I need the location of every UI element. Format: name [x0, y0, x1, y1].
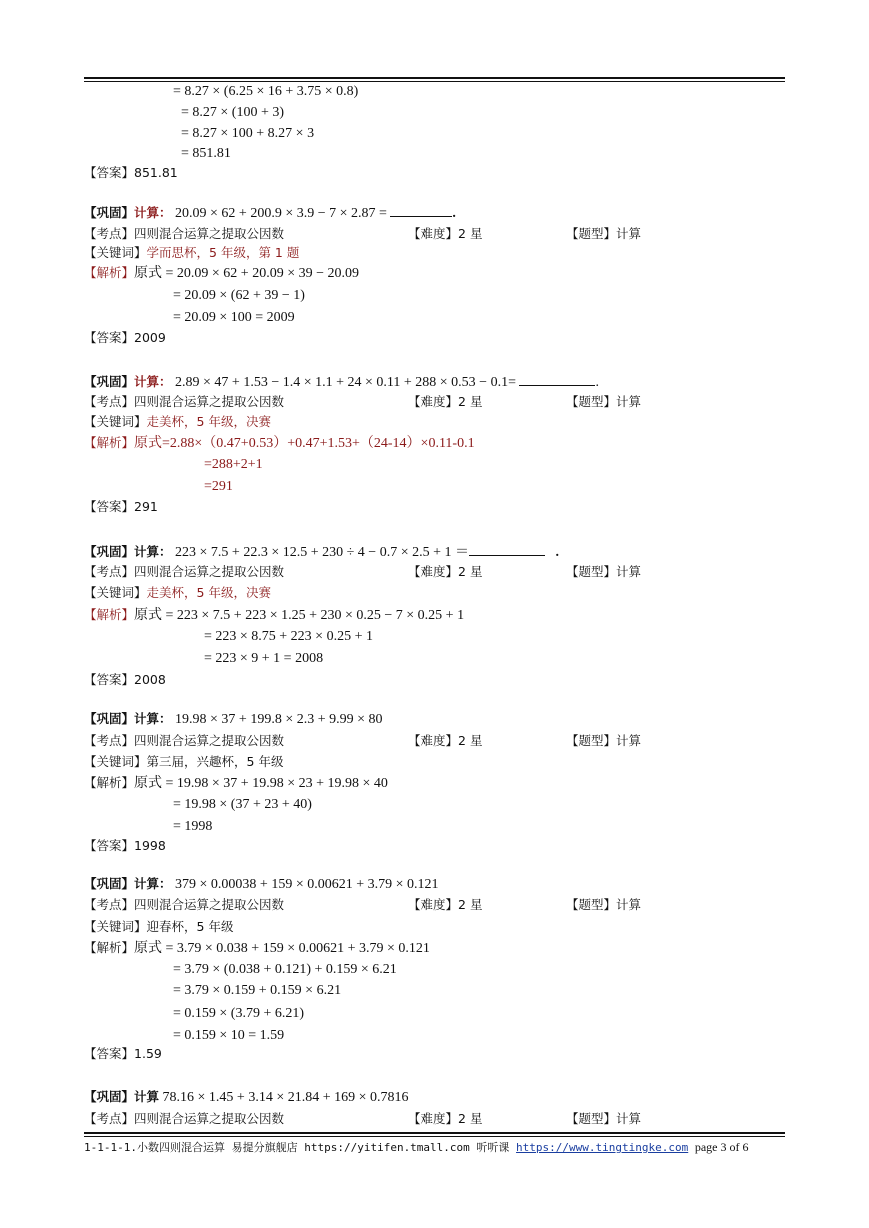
expression: 223 × 7.5 + 22.3 × 12.5 + 230 ÷ 4 − 0.7 × 2.5 + 1 ＝	[175, 545, 469, 560]
footer-rule	[84, 1132, 785, 1134]
value: 1.59	[134, 1046, 162, 1061]
expression: 2.89 × 47 + 1.53 − 1.4 × 1.1 + 24 × 0.11 + 288 × 0.53 − 0.1=	[175, 375, 516, 390]
label: 【考点】	[84, 897, 135, 912]
gonggu-label: 【巩固】	[84, 876, 135, 891]
solution-line: = 1998	[173, 819, 213, 834]
period: .	[452, 206, 456, 221]
solution-line: = 8.27 × (6.25 × 16 + 3.75 × 0.8)	[173, 84, 359, 99]
header-rule-thin	[84, 81, 785, 82]
meta-keywords	[84, 753, 283, 771]
value: 学而思杯，5 年级，第 1 题	[146, 245, 300, 260]
gonggu-label: 【巩固】	[84, 1089, 135, 1104]
meta-tixing	[566, 1110, 641, 1128]
label: 【关键词】	[84, 919, 147, 934]
meta-kaodian	[84, 225, 284, 243]
value: 2 星	[458, 1111, 483, 1126]
problem-6	[84, 1088, 409, 1107]
value: 2 星	[458, 394, 483, 409]
solution-line: = 223 × 8.75 + 223 × 0.25 + 1	[204, 629, 373, 644]
value: 291	[134, 499, 158, 514]
expression: 379 × 0.00038 + 159 × 0.00621 + 3.79 × 0.121	[175, 877, 439, 892]
solution-line: = 19.98 × (37 + 23 + 40)	[173, 797, 312, 812]
prompt: 计算：	[134, 711, 172, 726]
label: 【题型】	[566, 1111, 617, 1126]
solution-line: 原式 = 3.79 × 0.038 + 159 × 0.00621 + 3.79 × 0.121	[134, 941, 430, 956]
label: 【难度】	[408, 394, 459, 409]
expression: 19.98 × 37 + 199.8 × 2.3 + 9.99 × 80	[175, 712, 383, 727]
label: 【答案】	[84, 330, 135, 345]
meta-keywords	[84, 918, 233, 936]
value: 计算	[616, 394, 642, 409]
label: 【解析】	[84, 607, 135, 622]
value: 计算	[616, 564, 642, 579]
value: 四则混合运算之提取公因数	[134, 733, 285, 748]
solution-line: = 8.27 × (100 + 3)	[181, 105, 285, 120]
solution-line: = 3.79 × (0.038 + 0.121) + 0.159 × 6.21	[173, 962, 397, 977]
value: 迎春杯，5 年级	[146, 919, 234, 934]
header-rule	[84, 77, 785, 79]
label: 【解析】	[84, 940, 135, 955]
answer-blank	[519, 372, 595, 386]
label: 【关键词】	[84, 754, 147, 769]
value: 四则混合运算之提取公因数	[134, 1111, 285, 1126]
prompt: 计算：	[134, 374, 172, 389]
solution-line: = 851.81	[181, 146, 231, 161]
problem-2	[84, 372, 599, 392]
value: 1998	[134, 838, 166, 853]
meta-tixing	[566, 732, 641, 750]
label: 【难度】	[408, 1111, 459, 1126]
solution-line: = 3.79 × 0.159 + 0.159 × 6.21	[173, 983, 342, 998]
label: 【答案】	[84, 499, 135, 514]
solution	[84, 939, 430, 958]
meta-kaodian	[84, 563, 284, 581]
meta-nandu	[408, 1110, 482, 1128]
label: 【解析】	[84, 775, 135, 790]
gonggu-label: 【巩固】	[84, 374, 135, 389]
solution-line: = 8.27 × 100 + 8.27 × 3	[181, 126, 315, 141]
solution	[84, 774, 388, 793]
label: 【题型】	[566, 564, 617, 579]
solution-line: = 0.159 × (3.79 + 6.21)	[173, 1006, 305, 1021]
label: 【考点】	[84, 1111, 135, 1126]
meta-nandu	[408, 393, 482, 411]
answer-line	[84, 498, 158, 516]
meta-tixing	[566, 896, 641, 914]
solution-line: 原式 = 20.09 × 62 + 20.09 × 39 − 20.09	[134, 266, 359, 281]
meta-keywords	[84, 584, 271, 602]
label: 【题型】	[566, 897, 617, 912]
period: .	[555, 545, 559, 560]
solution-line: = 20.09 × (62 + 39 − 1)	[173, 288, 305, 303]
meta-tixing	[566, 225, 641, 243]
value: 计算	[616, 226, 642, 241]
label: 【题型】	[566, 733, 617, 748]
value: 四则混合运算之提取公因数	[134, 564, 285, 579]
label: 【难度】	[408, 897, 459, 912]
gonggu-label: 【巩固】	[84, 711, 135, 726]
meta-kaodian	[84, 1110, 284, 1128]
period: .	[595, 375, 599, 390]
meta-kaodian	[84, 732, 284, 750]
label: 【关键词】	[84, 414, 147, 429]
solution-line: 原式 = 223 × 7.5 + 223 × 1.25 + 230 × 0.25 − 7 × 0.25 + 1	[134, 608, 465, 623]
value: 2 星	[458, 733, 483, 748]
meta-nandu	[408, 896, 482, 914]
value: 四则混合运算之提取公因数	[134, 394, 285, 409]
meta-nandu	[408, 732, 482, 750]
solution-line: 原式 = 19.98 × 37 + 19.98 × 23 + 19.98 × 40	[134, 776, 388, 791]
problem-5	[84, 875, 439, 894]
label: 【关键词】	[84, 585, 147, 600]
value: 2 星	[458, 226, 483, 241]
prompt: 计算：	[134, 876, 172, 891]
value: 走美杯，5 年级，决赛	[146, 585, 271, 600]
meta-nandu	[408, 225, 482, 243]
label: 【考点】	[84, 226, 135, 241]
problem-3	[84, 542, 559, 562]
solution-line: = 223 × 9 + 1 = 2008	[204, 651, 324, 666]
solution	[84, 606, 464, 625]
label: 【难度】	[408, 226, 459, 241]
meta-kaodian	[84, 896, 284, 914]
value: 2009	[134, 330, 166, 345]
answer-line	[84, 329, 166, 347]
label: 【考点】	[84, 733, 135, 748]
footer-link[interactable]: https://www.tingtingke.com	[516, 1141, 689, 1154]
gonggu-label: 【巩固】	[84, 544, 135, 559]
answer-blank	[469, 542, 545, 556]
label: 【答案】	[84, 838, 135, 853]
answer-line	[84, 671, 166, 689]
page-number: page 3 of 6	[694, 1140, 749, 1154]
solution-line: = 0.159 × 10 = 1.59	[173, 1028, 285, 1043]
page-footer	[84, 1139, 749, 1155]
value: 计算	[616, 733, 642, 748]
meta-keywords	[84, 413, 271, 431]
solution	[84, 434, 475, 453]
meta-tixing	[566, 563, 641, 581]
label: 【解析】	[84, 265, 135, 280]
solution-line: =288+2+1	[204, 457, 263, 472]
solution-line: 原式=2.88×（0.47+0.53）+0.47+1.53+（24-14）×0.11-0.1	[134, 436, 475, 451]
meta-nandu	[408, 563, 482, 581]
problem-4	[84, 710, 383, 729]
prompt: 计算：	[134, 205, 172, 220]
label: 【题型】	[566, 226, 617, 241]
answer-line	[84, 837, 166, 855]
answer-line: 【答案】851.81	[84, 165, 178, 180]
label: 【解析】	[84, 435, 135, 450]
answer-blank	[390, 203, 452, 217]
problem-1	[84, 203, 456, 223]
label: 【考点】	[84, 394, 135, 409]
expression: 78.16 × 1.45 + 3.14 × 21.84 + 169 × 0.7816	[162, 1090, 409, 1105]
label: 【难度】	[408, 733, 459, 748]
meta-kaodian	[84, 393, 284, 411]
value: 第三届，兴趣杯，5 年级	[146, 754, 284, 769]
gonggu-label: 【巩固】	[84, 205, 135, 220]
meta-tixing	[566, 393, 641, 411]
value: 四则混合运算之提取公因数	[134, 897, 285, 912]
label: 【关键词】	[84, 245, 147, 260]
answer-line	[84, 1045, 162, 1063]
footer-rule-thin	[84, 1136, 785, 1137]
label: 【考点】	[84, 564, 135, 579]
value: 走美杯，5 年级，决赛	[146, 414, 271, 429]
meta-keywords	[84, 244, 299, 262]
label: 【难度】	[408, 564, 459, 579]
label: 【答案】	[84, 1046, 135, 1061]
solution-line: =291	[204, 479, 233, 494]
value: 计算	[616, 897, 642, 912]
solution	[84, 264, 359, 283]
value: 2 星	[458, 897, 483, 912]
value: 四则混合运算之提取公因数	[134, 226, 285, 241]
solution-line: = 20.09 × 100 = 2009	[173, 310, 295, 325]
prompt: 计算：	[134, 544, 172, 559]
prompt: 计算	[134, 1089, 160, 1104]
label: 【答案】	[84, 672, 135, 687]
value: 2008	[134, 672, 166, 687]
footer-text: 1-1-1-1.小数四则混合运算 易提分旗舰店 https://yitifen.tmall.com 听听课	[84, 1141, 517, 1154]
value: 2 星	[458, 564, 483, 579]
expression: 20.09 × 62 + 200.9 × 3.9 − 7 × 2.87 =	[175, 206, 387, 221]
value: 计算	[616, 1111, 642, 1126]
label: 【题型】	[566, 394, 617, 409]
